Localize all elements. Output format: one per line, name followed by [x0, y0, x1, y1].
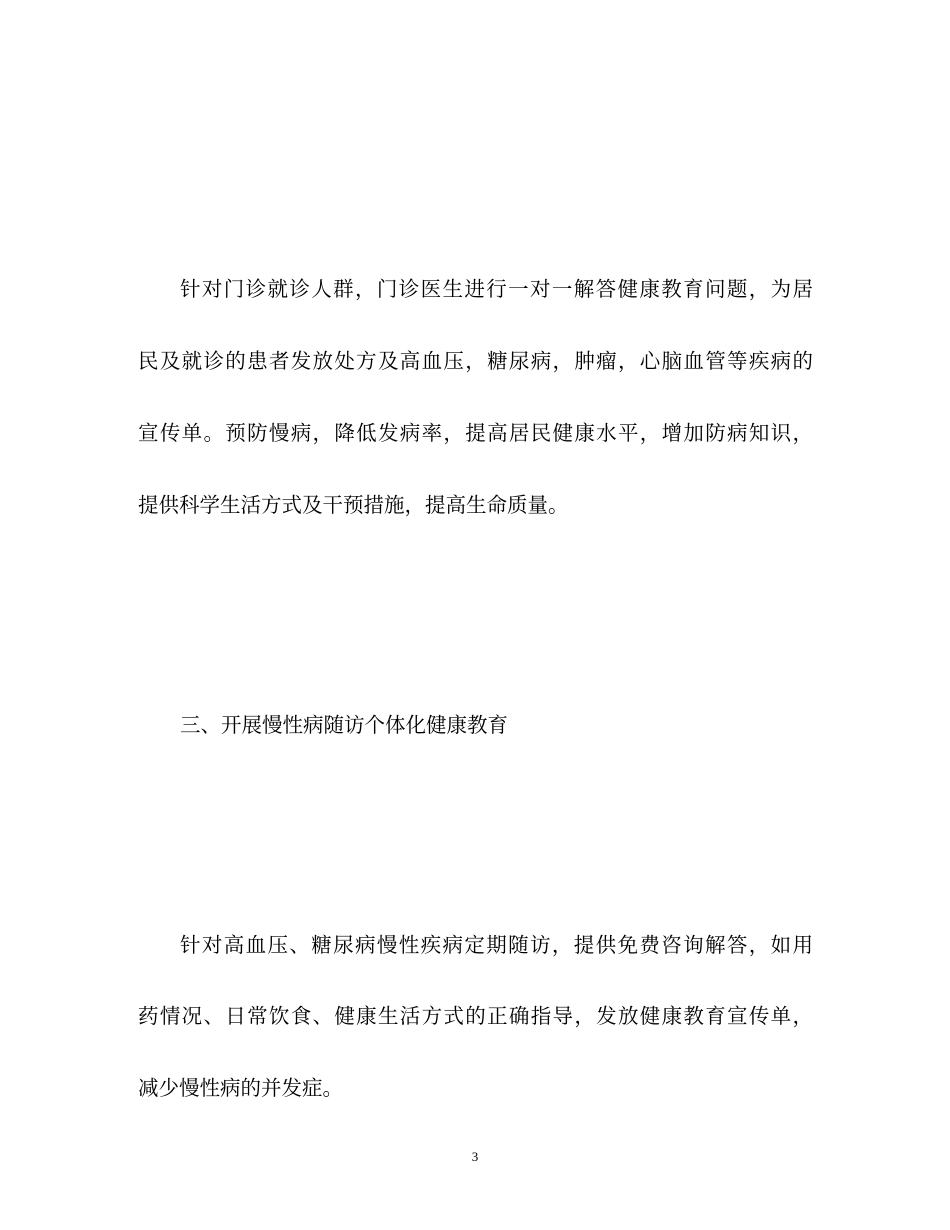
section-heading: 三、开展慢性病随访个体化健康教育 — [180, 713, 508, 737]
page-number: 3 — [471, 1149, 479, 1164]
paragraph-line: 民及就诊的患者发放处方及高血压，糖尿病，肿瘤，心脑血管等疾病的 — [138, 349, 813, 373]
paragraph-line: 提供科学生活方式及干预措施，提高生命质量。 — [138, 493, 569, 517]
paragraph-line: 减少慢性病的并发症。 — [138, 1076, 343, 1100]
paragraph-line: 药情况、日常饮食、健康生活方式的正确指导，发放健康教育宣传单， — [138, 1004, 813, 1028]
paragraph-line: 宣传单。预防慢病，降低发病率，提高居民健康水平，增加防病知识， — [138, 421, 813, 445]
paragraph-line: 针对高血压、糖尿病慢性疾病定期随访，提供免费咨询解答，如用 — [180, 933, 813, 957]
paragraph-line: 针对门诊就诊人群，门诊医生进行一对一解答健康教育问题，为居 — [180, 277, 813, 301]
